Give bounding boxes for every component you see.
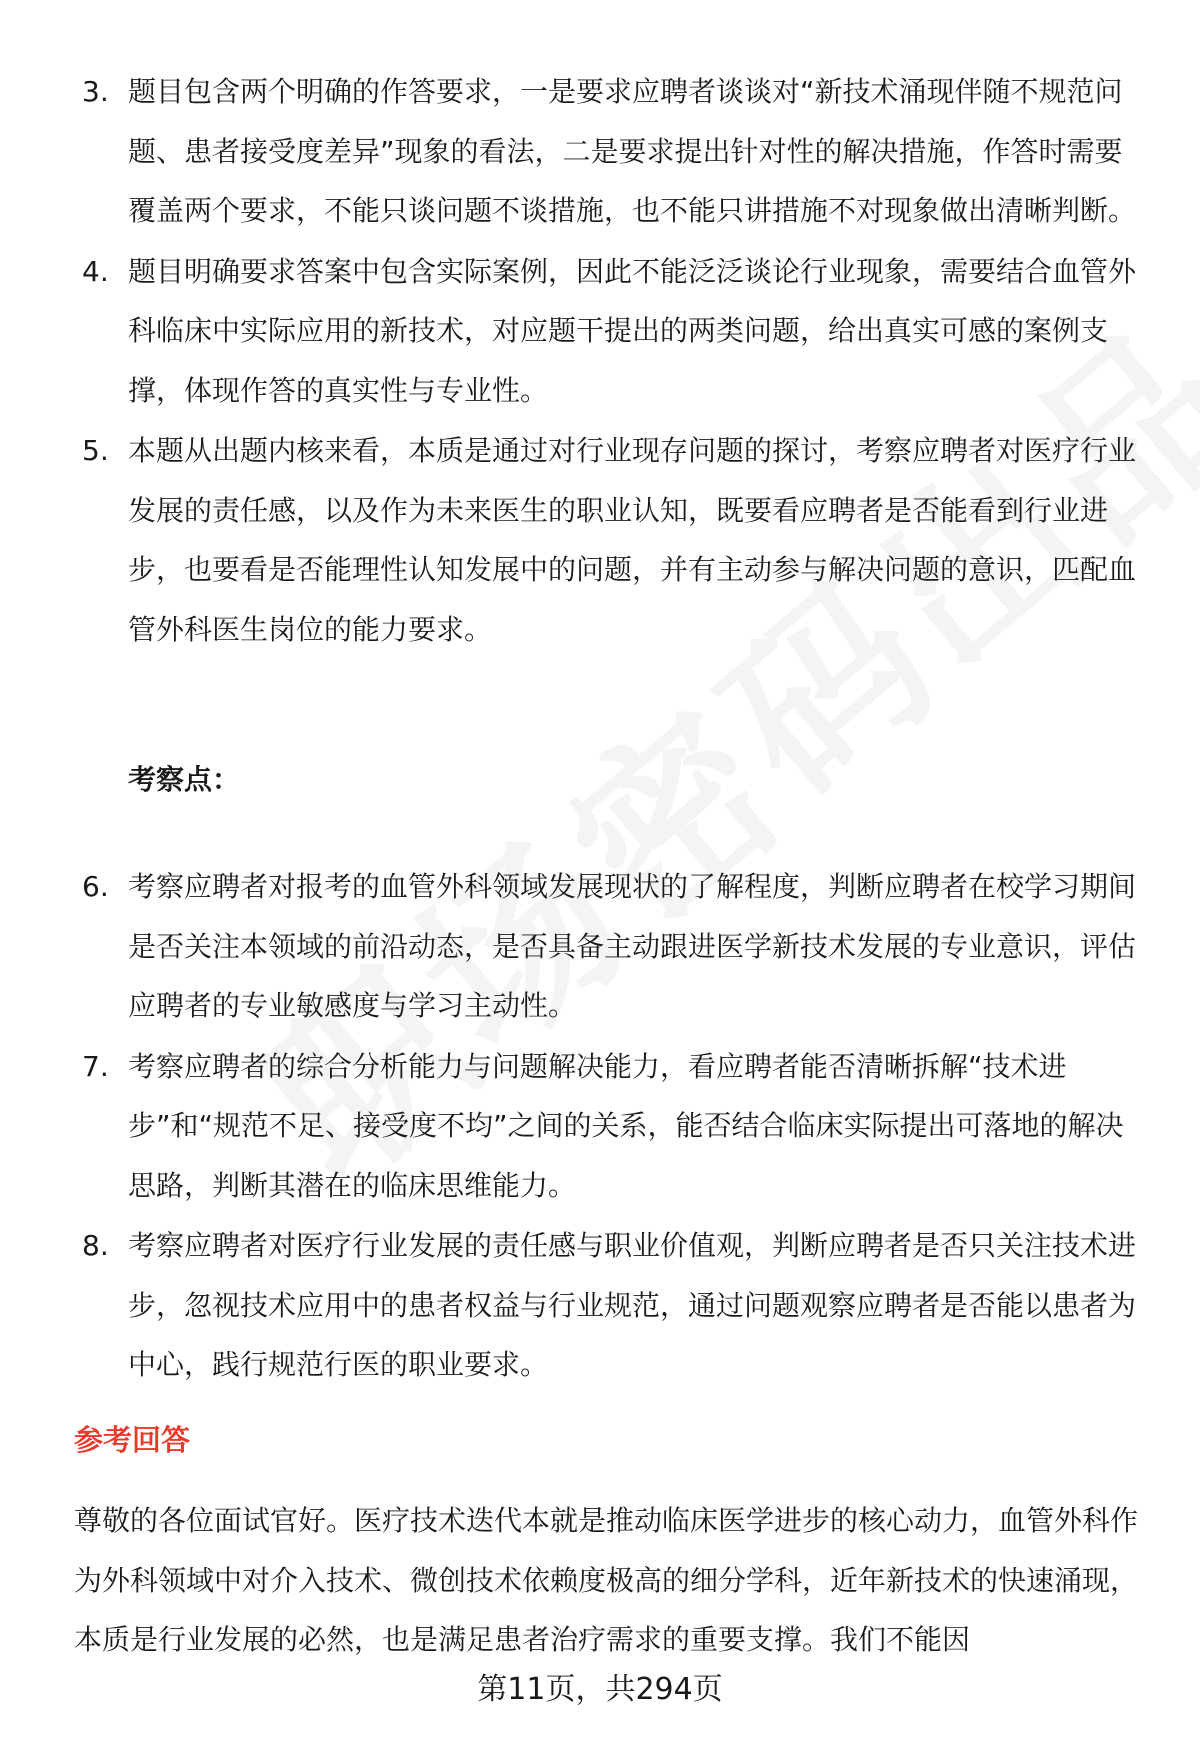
- list-item: [82, 421, 1142, 659]
- list-item-number: 8.: [82, 1229, 109, 1262]
- page-number: 第11页，共294页: [477, 1672, 723, 1707]
- list-item: [82, 62, 1142, 241]
- assessment-points-heading: 考察点：: [128, 763, 241, 796]
- list-item: [82, 1037, 1142, 1216]
- list-item-text: 考察应聘者的综合分析能力与问题解决能力，看应聘者能否清晰拆解“技术进步”和“规范不足、接受度不均”之间的关系，能否结合临床实际提出可落地的解决思路，判断其潜在的临床思维能力。: [128, 1049, 1124, 1202]
- list-item-text: 考察应聘者对医疗行业发展的责任感与职业价值观，判断应聘者是否只关注技术进步，忽视技术应用中的患者权益与行业规范，通过问题观察应聘者是否能以患者为中心，践行规范行医的职业要求。: [128, 1229, 1137, 1381]
- list-item: [82, 857, 1142, 1036]
- reference-answer-heading: 参考回答: [74, 1423, 191, 1457]
- analysis-list: [82, 62, 1142, 660]
- list-item-number: 4.: [82, 254, 109, 288]
- assessment-list: [82, 857, 1142, 1396]
- list-item: [82, 242, 1142, 421]
- list-item-text: 题目包含两个明确的作答要求，一是要求应聘者谈谈对“新技术涌现伴随不规范问题、患者接受度差异”现象的看法，二是要求提出针对性的解决措施，作答时需要覆盖两个要求，不能只谈问题不谈措施，也不能只讲措施不对现象做出清晰判断。: [128, 75, 1137, 227]
- list-item-text: 题目明确要求答案中包含实际案例，因此不能泛泛谈论行业现象，需要结合血管外科临床中实际应用的新技术，对应题干提出的两类问题，给出真实可感的案例支撑，体现作答的真实性与专业性。: [128, 254, 1137, 407]
- list-item-number: 7.: [82, 1049, 109, 1083]
- list-item-text: 本题从出题内核来看，本质是通过对行业现存问题的探讨，考察应聘者对医疗行业发展的责任感，以及作为未来医生的职业认知，既要看应聘者是否能看到行业进步，也要看是否能理性认知发展中的问题，并有主动参与解决问题的意识，匹配血管外科医生岗位的能力要求。: [128, 434, 1137, 646]
- list-item-number: 6.: [82, 870, 109, 903]
- list-item-text: 考察应聘者对报考的血管外科领域发展现状的了解程度，判断应聘者在校学习期间是否关注本领域的前沿动态，是否具备主动跟进医学新技术发展的专业意识，评估应聘者的专业敏感度与学习主动性。: [128, 870, 1137, 1022]
- reference-answer-text: 尊敬的各位面试官好。医疗技术迭代本就是推动临床医学进步的核心动力，血管外科作为外科领域中对介入技术、微创技术依赖度极高的细分学科，近年新技术的快速涌现，本质是行业发展的必然，也是满足患者治疗需求的重要支撑。我们不能因: [74, 1504, 1139, 1656]
- list-item: [82, 1216, 1142, 1395]
- list-item-number: 5.: [82, 434, 109, 467]
- list-item-number: 3.: [82, 75, 109, 108]
